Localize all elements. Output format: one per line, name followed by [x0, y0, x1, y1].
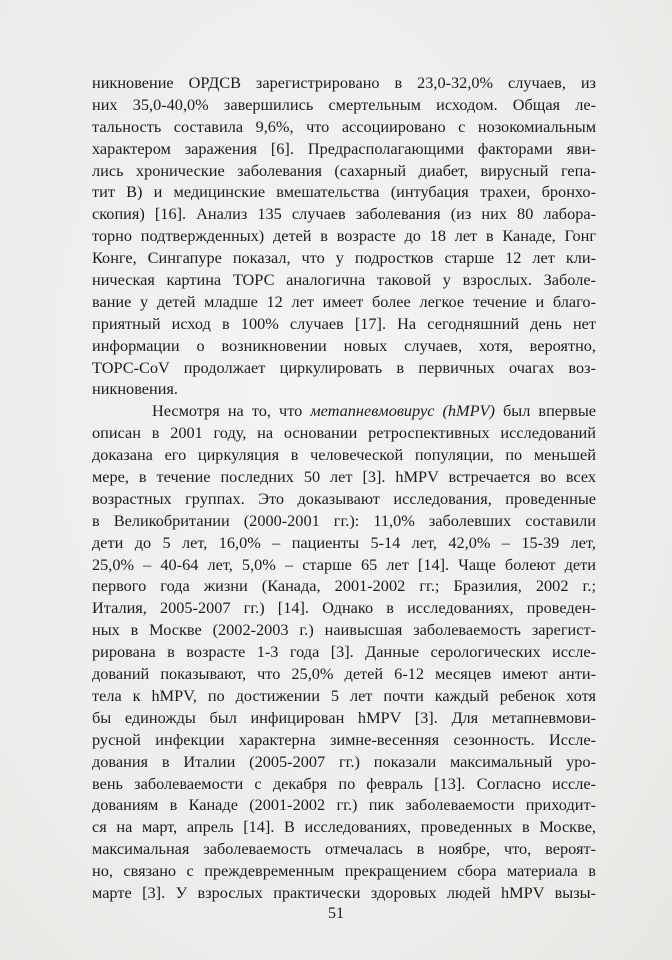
italic-term: метапневмовирус (hMPV): [310, 401, 495, 421]
text-line: характером заражения [6]. Предрасполагающими факторами яви-: [92, 138, 596, 158]
text-line: Италия, 2005-2007 гг.) [14]. Однако в исследованиях, проведен-: [92, 598, 596, 618]
text-line: Конге, Сингапуре показал, что у подростков старше 12 лет кли-: [92, 248, 596, 268]
text-line: мере, в течение последних 50 лет [3]. hMPV встречается во всех: [92, 467, 596, 487]
text-line: но, связано с преждевременным прекращением сбора материала в: [92, 861, 596, 881]
text-line: них 35,0-40,0% завершились смертельным исходом. Общая ле-: [92, 94, 596, 114]
text-line: информации о возникновении новых случаев, хотя, вероятно,: [92, 335, 596, 355]
text-line: ТОРС-CoV продолжает циркулировать в первичных очагах воз-: [92, 357, 596, 377]
text-run: был впервые: [494, 401, 596, 421]
paragraph-first-line: [92, 400, 596, 422]
text-line: рирована в возрасте 1-3 года [3]. Данные серологических иссле-: [92, 642, 596, 662]
text-line: дованиям в Канаде (2001-2002 гг.) пик заболеваемости приходит-: [92, 795, 596, 815]
text-line: тальность составила 9,6%, что ассоциировано с нозокомиальным: [92, 116, 596, 136]
text-run: Несмотря на то, что: [152, 401, 311, 421]
text-line: скопия) [16]. Анализ 135 случаев заболевания (из них 80 лабора-: [92, 204, 596, 224]
text-line: дования в Италии (2005-2007 гг.) показали максимальный уро-: [92, 751, 596, 771]
text-line: вание у детей младше 12 лет имеет более легкое течение и благо-: [92, 291, 596, 311]
text-line: возрастных группах. Это доказывают исследования, проведенные: [92, 488, 596, 508]
text-line: тела к hMPV, по достижении 5 лет почти каждый ребенок хотя: [92, 685, 596, 705]
text-line: марте [3]. У взрослых практически здоровых людей hMPV вызы-: [92, 882, 596, 902]
text-line: никновения.: [92, 379, 178, 399]
text-line: вень заболеваемости с декабря по февраль [13]. Согласно иссле-: [92, 773, 596, 793]
text-line: ных в Москве (2002-2003 г.) наивысшая заболеваемость зарегист-: [92, 620, 596, 640]
body-text: [92, 72, 596, 904]
text-line: лись хронические заболевания (сахарный диабет, вирусный гепа-: [92, 160, 596, 180]
text-line: в Великобритании (2000-2001 гг.): 11,0% заболевших составили: [92, 510, 596, 530]
text-line: торно подтвержденных) детей в возрасте до 18 лет в Канаде, Гонг: [92, 226, 596, 246]
page-number: 51: [328, 905, 344, 922]
text-line: описан в 2001 году, на основании ретроспективных исследований: [92, 423, 596, 443]
text-line: ся на март, апрель [14]. В исследованиях, проведенных в Москве,: [92, 817, 596, 837]
text-line: дований показывают, что 25,0% детей 6-12 месяцев имеют анти-: [92, 664, 596, 684]
text-line: тит В) и медицинские вмешательства (интубация трахеи, бронхо-: [92, 182, 596, 202]
text-line: ническая картина ТОРС аналогична таковой у взрослых. Заболе-: [92, 270, 596, 290]
paragraph-hmpv: [92, 400, 596, 903]
text-line: русной инфекции характерна зимне-весенняя сезонность. Иссле-: [92, 729, 596, 749]
text-line: никновение ОРДСВ зарегистрировано в 23,0-32,0% случаев, из: [92, 73, 596, 92]
text-line: 25,0% – 40-64 лет, 5,0% – старше 65 лет [14]. Чаще болеют дети: [92, 554, 596, 574]
text-line: дети до 5 лет, 16,0% – пациенты 5-14 лет, 42,0% – 15-39 лет,: [92, 532, 596, 552]
text-line: доказана его циркуляция в человеческой популяции, по меньшей: [92, 445, 596, 465]
text-line: бы единожды был инфицирован hMPV [3]. Для метапневмови-: [92, 707, 596, 727]
text-line: первого года жизни (Канада, 2001-2002 гг.; Бразилия, 2002 г.;: [92, 576, 596, 596]
paragraph-sars: [92, 72, 596, 400]
text-line: максимальная заболеваемость отмечалась в ноябре, что, вероят-: [92, 839, 596, 859]
text-line: приятный исход в 100% случаев [17]. На сегодняшний день нет: [92, 313, 596, 333]
